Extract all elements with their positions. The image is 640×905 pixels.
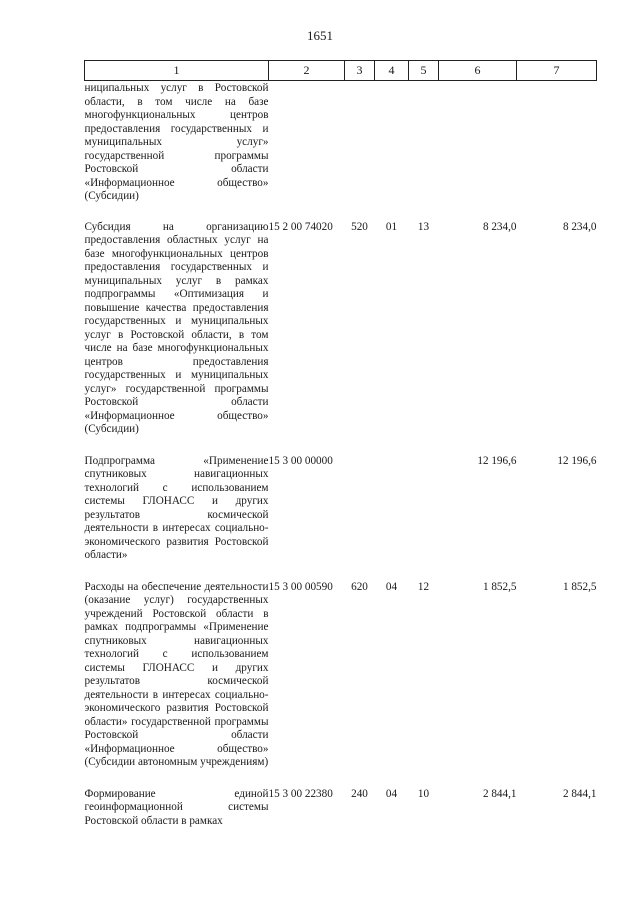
- row-expense-type: 620: [351, 580, 368, 593]
- row-amount-col7: [517, 81, 597, 214]
- row-section: 01: [385, 220, 398, 233]
- table-row: [85, 81, 597, 214]
- row-expense-type: 240: [351, 787, 368, 800]
- row-section: [375, 448, 409, 574]
- header-col-3: 3: [345, 61, 375, 81]
- row-subsection: [409, 448, 439, 574]
- row-target-code: 15 3 00 00000: [268, 454, 333, 467]
- row-subsection: 12: [417, 580, 430, 593]
- row-target-code: [269, 81, 345, 214]
- row-amount-col7: 8 234,0: [562, 220, 597, 233]
- row-target-code: 15 2 00 74020: [268, 220, 333, 233]
- row-section: 04: [385, 787, 398, 800]
- row-description: Подпрограмма «Применение спутниковых навигационных технологий с использованием системы ГЛОНАСС и других результатов космической деятельности в интересах социально-экономического развития Ростовской области»: [84, 454, 269, 561]
- budget-table: [84, 60, 597, 839]
- row-subsection: 13: [417, 220, 430, 233]
- table-row: [85, 574, 597, 781]
- row-description: Формирование единой геоинформационной системы Ростовской области в рамках: [84, 787, 269, 827]
- header-col-5: 5: [409, 61, 439, 81]
- table-header-row: [85, 61, 597, 81]
- row-amount-col7: 2 844,1: [562, 787, 597, 800]
- row-section: 04: [385, 580, 398, 593]
- row-amount-col6: 8 234,0: [482, 220, 517, 233]
- header-col-2: 2: [269, 61, 345, 81]
- header-col-4: 4: [375, 61, 409, 81]
- row-amount-col6: 12 196,6: [477, 454, 517, 467]
- row-target-code: 15 3 00 00590: [268, 580, 333, 593]
- page-number: 1651: [307, 28, 333, 43]
- row-amount-col7: 12 196,6: [557, 454, 597, 467]
- row-target-code: 15 3 00 22380: [268, 787, 333, 800]
- row-amount-col6: 2 844,1: [482, 787, 517, 800]
- row-expense-type: [345, 81, 375, 214]
- row-section: [375, 81, 409, 214]
- row-amount-col6: 1 852,5: [482, 580, 517, 593]
- row-expense-type: 520: [351, 220, 368, 233]
- table-row: [85, 448, 597, 574]
- row-subsection: [409, 81, 439, 214]
- row-subsection: 10: [417, 787, 430, 800]
- row-amount-col7: 1 852,5: [562, 580, 597, 593]
- row-description: Расходы на обеспечение деятельности (оказание услуг) государственных учреждений Ростовской области в рамках подпрограммы «Применение спутниковых навигационных технологий с использованием системы ГЛОНАСС и других результатов космической деятельности в интересах социально-экономического развития Ростовской области» государственной программы Ростовской области «Информационное общество» (Субсидии автономным учреждениям): [84, 580, 269, 768]
- row-amount-col6: [439, 81, 517, 214]
- table-row: [85, 214, 597, 448]
- row-expense-type: [345, 448, 375, 574]
- header-col-7: 7: [517, 61, 597, 81]
- row-description: ниципальных услуг в Ростовской области, в том числе на базе многофункциональных центров предоставления государственных и муниципальных услуг» государственной программы Ростовской области «Информационное общество» (Субсидии): [84, 82, 269, 202]
- table-row: [85, 781, 597, 840]
- header-col-6: 6: [439, 61, 517, 81]
- header-col-1: 1: [85, 61, 269, 81]
- row-description: Субсидия на организацию предоставления областных услуг на базе многофункциональных центров предоставления государственных и муниципальных услуг в рамках подпрограммы «Оптимизация и повышение качества предоставления государственных и муниципальных услуг в Ростовской области, в том числе на базе многофункциональных центров предоставления государственных и муниципальных услуг» государственной программы Ростовской области «Информационное общество» (Субсидии): [84, 220, 269, 435]
